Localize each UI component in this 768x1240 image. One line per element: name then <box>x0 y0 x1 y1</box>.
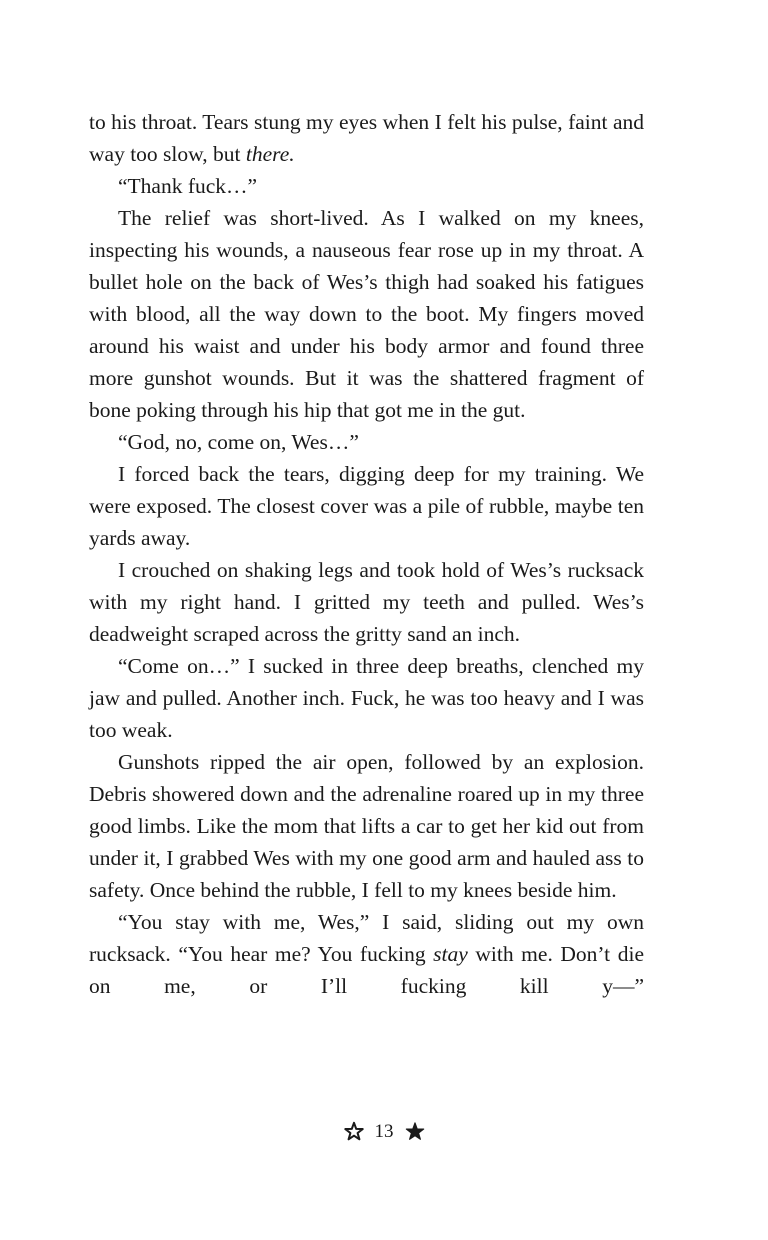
page-number: 13 <box>374 1121 394 1142</box>
paragraph <box>89 426 644 458</box>
text-run: with me. Don’t die on me, or I’ll fucking kill y—” <box>89 942 644 998</box>
text-run: The relief was short-lived. As I walked on my knees, inspecting his wounds, a nauseous fear rose up in my throat. A bullet hole on the back of Wes’s thigh had soaked his fatigues with blood, all the way down to the boot. My fingers moved around his waist and under his body armor and found three more gunshot wounds. But it was the shattered fragment of bone poking through his hip that got me in the gut. <box>89 206 644 422</box>
paragraph <box>89 202 644 426</box>
page-footer <box>0 1117 768 1147</box>
text-run: “God, no, come on, Wes…” <box>118 430 359 454</box>
star-outline-icon <box>343 1121 365 1143</box>
text-run: “You stay with me, Wes,” I said, sliding out my own rucksack. “You hear me? You fucking <box>89 910 644 966</box>
paragraph <box>89 106 644 170</box>
italic-text: there. <box>245 142 295 166</box>
page-body <box>89 106 644 1002</box>
paragraph <box>89 458 644 554</box>
paragraph <box>89 554 644 650</box>
text-run: to his throat. Tears stung my eyes when I felt his pulse, faint and way too slow, but <box>89 110 644 166</box>
italic-text: stay <box>433 942 468 966</box>
star-filled-icon <box>404 1121 426 1143</box>
text-run: “Come on…” I sucked in three deep breaths, clenched my jaw and pulled. Another inch. Fuck, he was too heavy and I was too weak. <box>89 654 644 742</box>
text-run: “Thank fuck…” <box>118 174 258 198</box>
paragraph <box>89 650 644 746</box>
text-run: I forced back the tears, digging deep for my training. We were exposed. The closest cover was a pile of rubble, maybe ten yards away. <box>89 462 644 550</box>
paragraph <box>89 170 644 202</box>
paragraph <box>89 906 644 1002</box>
text-run: Gunshots ripped the air open, followed by an explosion. Debris showered down and the adrenaline roared up in my three good limbs. Like the mom that lifts a car to get her kid out from under it, I grabbed Wes with my one good arm and hauled ass to safety. Once behind the rubble, I fell to my knees beside him. <box>89 750 644 902</box>
paragraph <box>89 746 644 906</box>
text-run: I crouched on shaking legs and took hold of Wes’s rucksack with my right hand. I gritted my teeth and pulled. Wes’s deadweight scraped across the gritty sand an inch. <box>89 558 644 646</box>
